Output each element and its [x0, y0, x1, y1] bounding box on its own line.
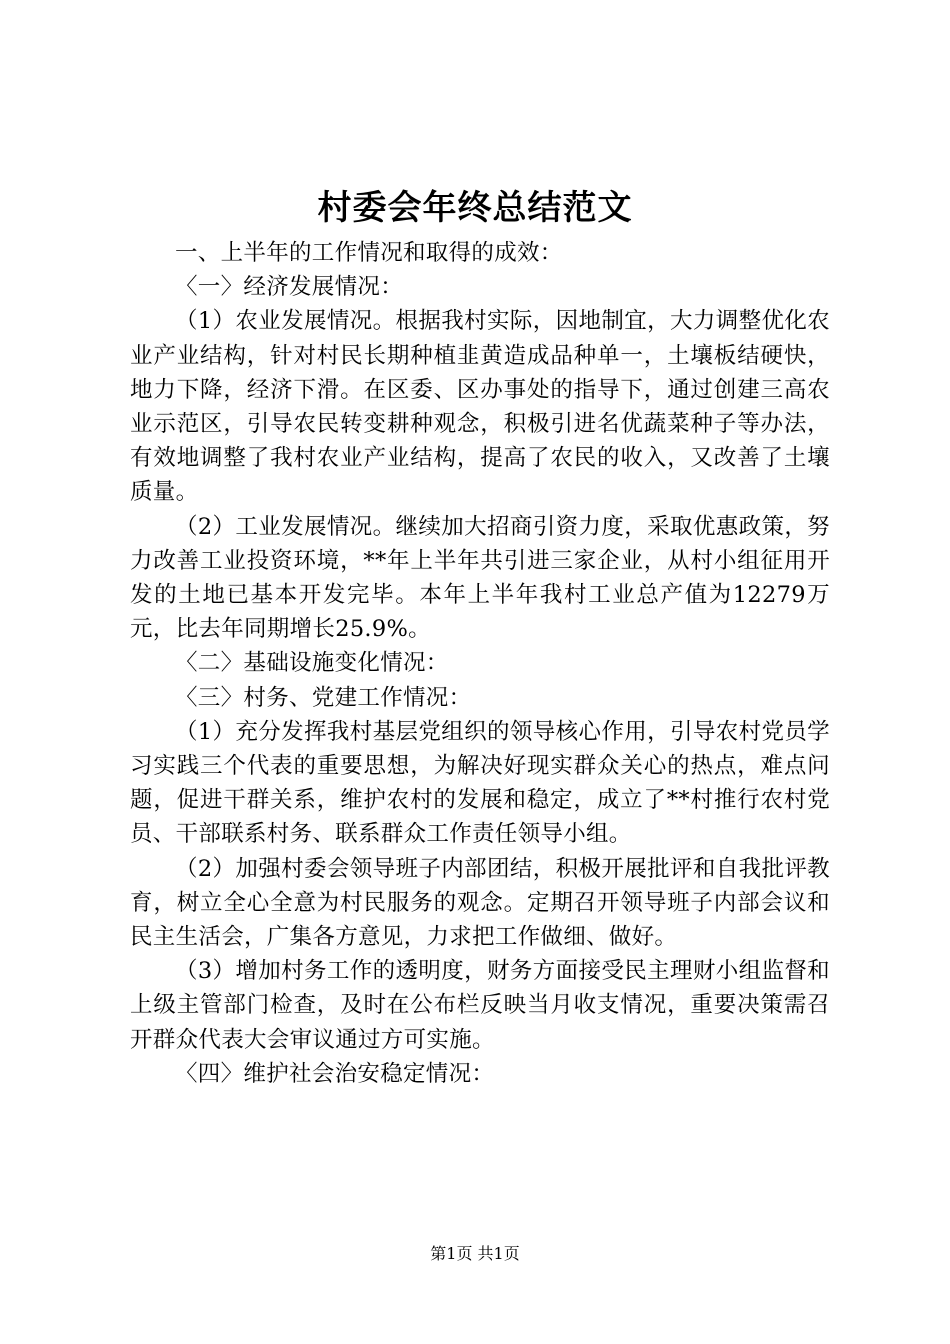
- page-footer: 第1页 共1页: [430, 1244, 520, 1263]
- document-title: 村委会年终总结范文: [317, 188, 633, 228]
- paragraph-industry: （2）工业发展情况。继续加大招商引资力度，采取优惠政策，努力改善工业投资环境，**年上半年共引进三家企业，从村小组征用开发的土地已基本开发完毕。本年上半年我村工业总产值为12279万元，比去年同期增长25.9%。: [130, 513, 830, 643]
- paragraph-party-leadership: （1）充分发挥我村基层党组织的领导核心作用，引导农村党员学习实践三个代表的重要思想，为解决好现实群众关心的热点，难点问题，促进干群关系，维护农村的发展和稳定，成立了**村推行农村党员、干部联系村务、联系群众工作责任领导小组。: [130, 718, 830, 848]
- subsection-public-security-heading: 〈四〉维护社会治安稳定情况：: [175, 1060, 495, 1087]
- paragraph-agriculture: （1）农业发展情况。根据我村实际，因地制宜，大力调整优化农业产业结构，针对村民长期种植韭黄造成品种单一，土壤板结硬快，地力下降，经济下滑。在区委、区办事处的指导下，通过创建三高农业示范区，引导农民转变耕种观念，积极引进名优蔬菜种子等办法，有效地调整了我村农业产业结构，提高了农民的收入，又改善了土壤质量。: [130, 308, 830, 506]
- subsection-economy-heading: 〈一〉经济发展情况：: [175, 274, 404, 301]
- paragraph-team-unity: （2）加强村委会领导班子内部团结，积极开展批评和自我批评教育，树立全心全意为村民服务的观念。定期召开领导班子内部会议和民主生活会，广集各方意见，力求把工作做细、做好。: [130, 855, 830, 951]
- section-heading-1: 一、上半年的工作情况和取得的成效：: [175, 240, 563, 266]
- subsection-party-affairs-heading: 〈三〉村务、党建工作情况：: [175, 684, 472, 711]
- subsection-infrastructure-heading: 〈二〉基础设施变化情况：: [175, 650, 449, 677]
- document-body: [130, 236, 830, 1091]
- paragraph-transparency: （3）增加村务工作的透明度，财务方面接受民主理财小组监督和上级主管部门检查，及时在公布栏反映当月收支情况，重要决策需召开群众代表大会审议通过方可实施。: [130, 958, 830, 1053]
